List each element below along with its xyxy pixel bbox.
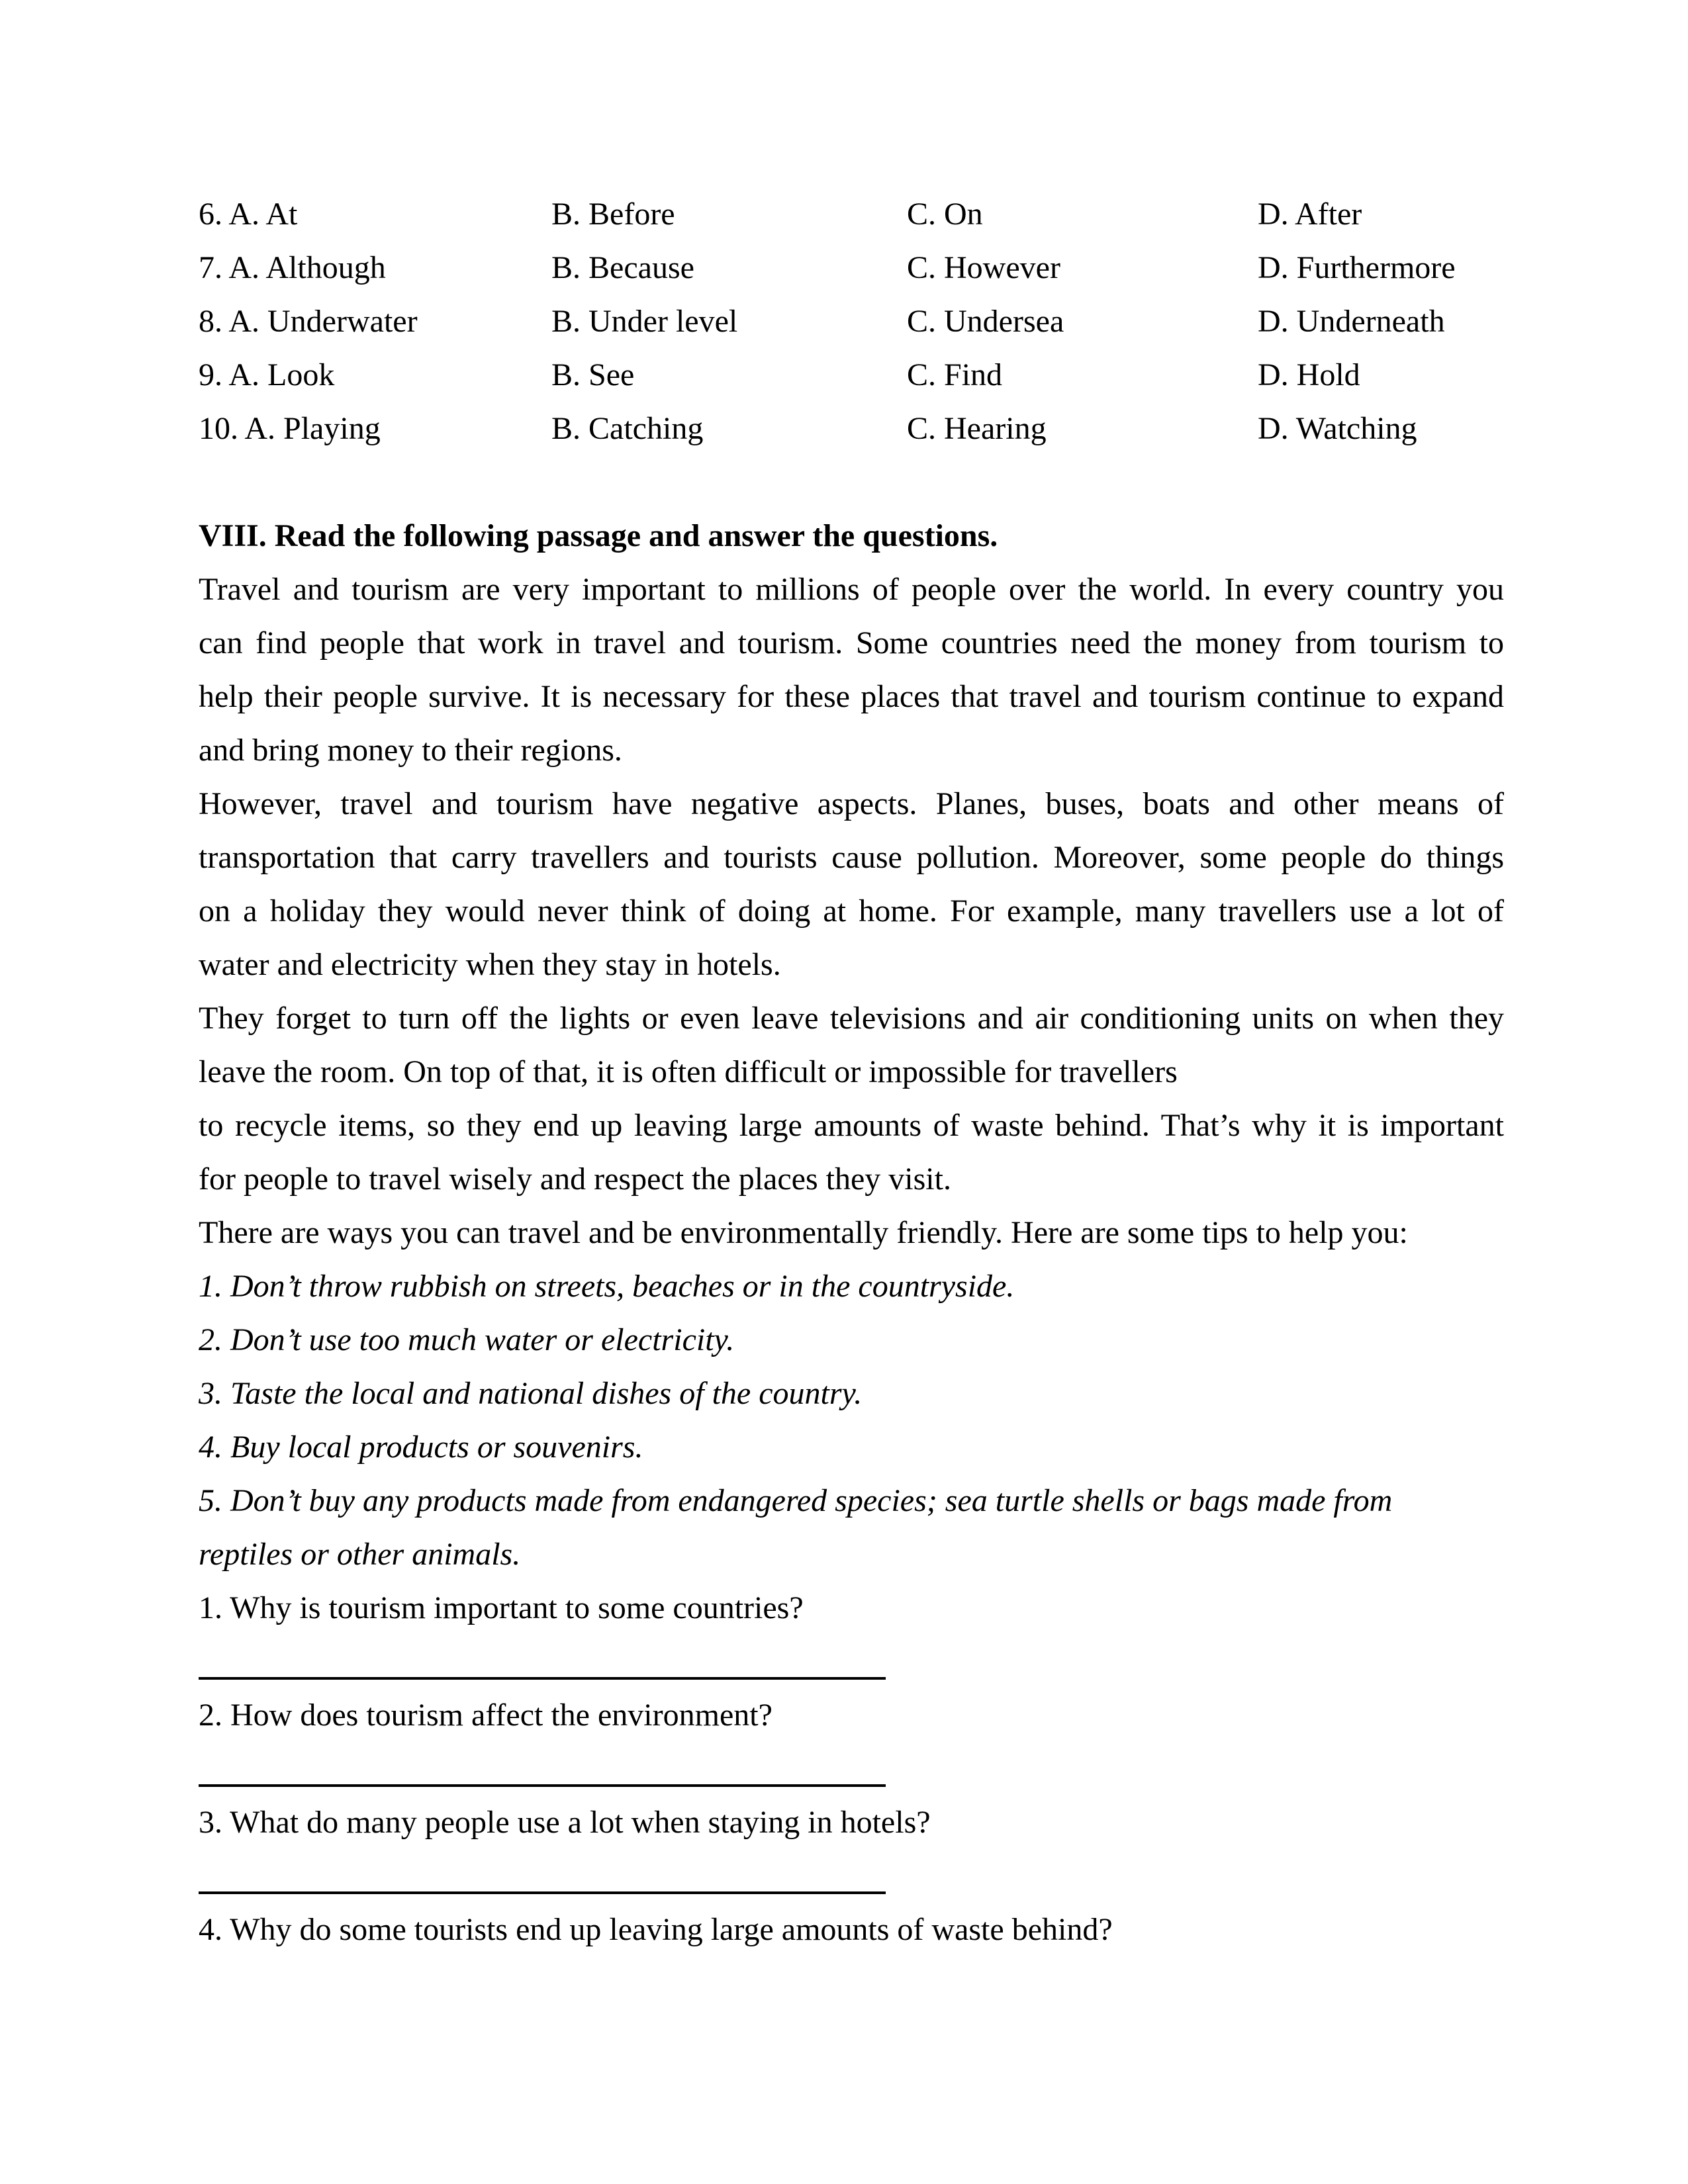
mcq-option: B. Before (551, 197, 675, 232)
mcq-row-8 (199, 295, 1504, 348)
mcq-option: C. Hearing (907, 411, 1047, 446)
tip-line: 4. Buy local products or souvenirs. (199, 1430, 643, 1465)
mcq-option: C. Find (907, 357, 1003, 392)
tip-line: 3. Taste the local and national dishes of the country. (199, 1376, 863, 1411)
reading-passage (199, 563, 1504, 1259)
mcq-option: 9. A. Look (199, 357, 335, 392)
tip-line: 5. Don’t buy any products made from endangered species; sea turtle shells or bags made from (199, 1483, 1393, 1518)
passage-line: can find people that work in travel and tourism. Some countries need the money from tourism to (199, 625, 1504, 660)
passage-line: for people to travel wisely and respect the places they visit. (199, 1161, 951, 1197)
tip-line: 1. Don’t throw rubbish on streets, beaches or in the countryside. (199, 1269, 1015, 1304)
tip-line: reptiles or other animals. (199, 1537, 521, 1572)
spacer (199, 455, 1504, 509)
passage-line: to recycle items, so they end up leaving large amounts of waste behind. That’s why it is important (199, 1108, 1504, 1143)
mcq-option: C. However (907, 250, 1060, 285)
mcq-option: D. Underneath (1258, 304, 1445, 339)
question-1: 1. Why is tourism important to some countries? (199, 1590, 804, 1625)
passage-line: Travel and tourism are very important to millions of people over the world. In every country you (199, 572, 1504, 607)
mcq-option: 7. A. Although (199, 250, 386, 285)
mcq-option: 10. A. Playing (199, 411, 381, 446)
mcq-option: B. Under level (551, 304, 738, 339)
mcq-option: D. Hold (1258, 357, 1360, 392)
passage-line: leave the room. On top of that, it is often difficult or impossible for travellers (199, 1054, 1178, 1089)
mcq-option: D. After (1258, 197, 1362, 232)
answer-blank-row (199, 1742, 1504, 1796)
answer-blank-line (199, 1742, 886, 1787)
passage-line: However, travel and tourism have negative aspects. Planes, buses, boats and other means of (199, 786, 1504, 821)
passage-line: They forget to turn off the lights or even leave televisions and air conditioning units on when they (199, 1001, 1504, 1036)
mcq-option: C. On (907, 197, 983, 232)
mcq-option: B. Catching (551, 411, 704, 446)
answer-blank-row (199, 1849, 1504, 1903)
section-heading: VIII. Read the following passage and answer the questions. (199, 518, 998, 553)
passage-line: water and electricity when they stay in hotels. (199, 947, 781, 982)
tip-line: 2. Don’t use too much water or electricity. (199, 1322, 735, 1357)
question-4: 4. Why do some tourists end up leaving large amounts of waste behind? (199, 1912, 1113, 1947)
answer-blank-row (199, 1635, 1504, 1688)
passage-line: and bring money to their regions. (199, 733, 622, 768)
mcq-option: 6. A. At (199, 197, 298, 232)
multiple-choice-grid (199, 187, 1504, 455)
mcq-option: D. Furthermore (1258, 250, 1456, 285)
answer-blank-line (199, 1849, 886, 1894)
mcq-option: D. Watching (1258, 411, 1417, 446)
mcq-option: B. See (551, 357, 635, 392)
tips-list (199, 1259, 1504, 1581)
question-2: 2. How does tourism affect the environment? (199, 1698, 773, 1733)
passage-line: There are ways you can travel and be environmentally friendly. Here are some tips to help you: (199, 1215, 1408, 1250)
mcq-row-7 (199, 241, 1504, 295)
mcq-option: 8. A. Underwater (199, 304, 418, 339)
mcq-row-9 (199, 348, 1504, 402)
mcq-row-10 (199, 402, 1504, 455)
passage-line: help their people survive. It is necessary for these places that travel and tourism continue to expand (199, 679, 1504, 714)
passage-line: on a holiday they would never think of doing at home. For example, many travellers use a lot of (199, 893, 1504, 929)
question-3: 3. What do many people use a lot when staying in hotels? (199, 1805, 931, 1840)
questions-section (199, 1581, 1504, 1956)
mcq-option: C. Undersea (907, 304, 1064, 339)
mcq-option: B. Because (551, 250, 694, 285)
answer-blank-line (199, 1635, 886, 1680)
mcq-row-6 (199, 187, 1504, 241)
passage-line: transportation that carry travellers and tourists cause pollution. Moreover, some people do things (199, 840, 1504, 875)
